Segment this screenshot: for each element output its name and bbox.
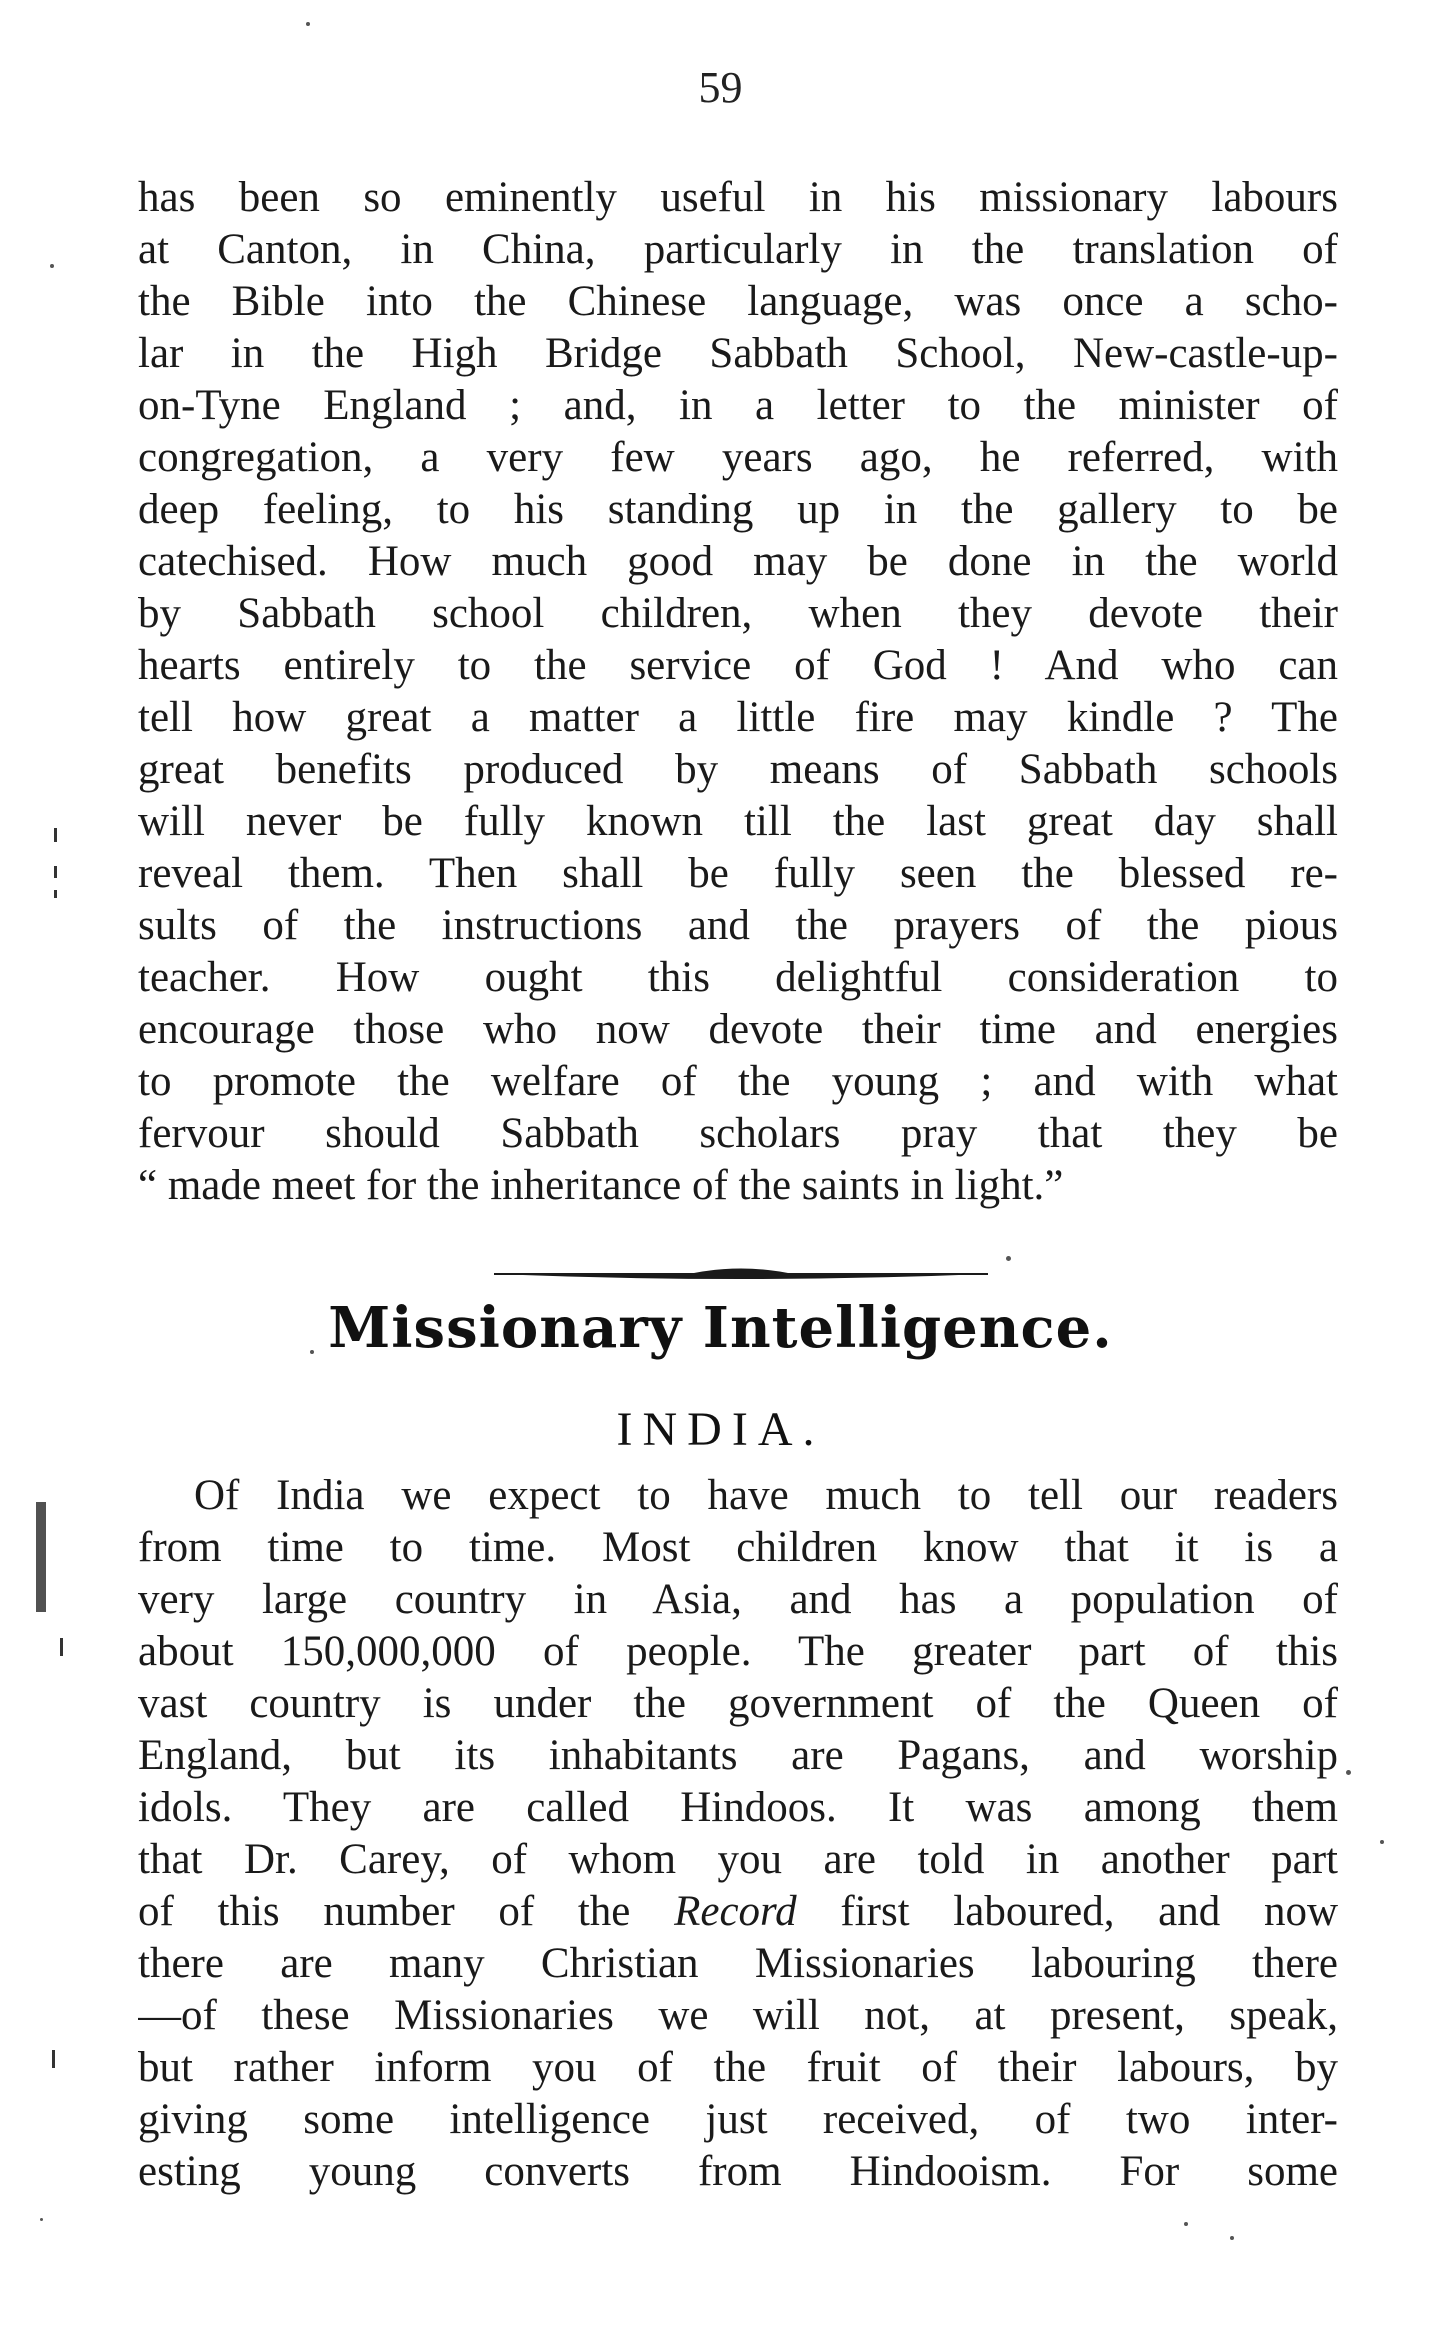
text-line: catechised. How much good may be done in the world xyxy=(138,538,1338,585)
text-line: fervour should Sabbath scholars pray that they be xyxy=(138,1110,1338,1157)
scan-speck xyxy=(40,2218,43,2221)
ornamental-divider xyxy=(494,1262,988,1286)
scan-speck xyxy=(1230,2236,1234,2240)
text-line: but rather inform you of the fruit of their labours, by xyxy=(138,2044,1338,2091)
scan-speck xyxy=(1346,1770,1351,1775)
margin-mark xyxy=(54,866,57,878)
text-line: hearts entirely to the service of God ! And who can xyxy=(138,642,1338,689)
text-line: will never be fully known till the last great day shall xyxy=(138,798,1338,845)
text-line: “ made meet for the inheritance of the saints in light.” xyxy=(138,1162,1064,1209)
paragraph-india xyxy=(138,1470,1338,2198)
margin-mark xyxy=(36,1502,46,1612)
text-line: to promote the welfare of the young ; and with what xyxy=(138,1058,1338,1105)
scan-speck xyxy=(306,22,310,26)
text-line: at Canton, in China, particularly in the translation of xyxy=(138,226,1338,273)
text-line: lar in the High Bridge Sabbath School, New-castle-up- xyxy=(138,330,1338,377)
text-line: —of these Missionaries we will not, at present, speak, xyxy=(138,1992,1338,2039)
text-line: by Sabbath school children, when they devote their xyxy=(138,590,1338,637)
text-line: that Dr. Carey, of whom you are told in another part xyxy=(138,1836,1338,1883)
text-line: deep feeling, to his standing up in the gallery to be xyxy=(138,486,1338,533)
section-title: Missionary Intelligence. xyxy=(328,1295,1113,1361)
text-line: tell how great a matter a little fire may kindle ? The xyxy=(138,694,1338,741)
text-line: great benefits produced by means of Sabbath schools xyxy=(138,746,1338,793)
text-line: teacher. How ought this delightful consideration to xyxy=(138,954,1338,1001)
paragraph-sabbath-schools xyxy=(138,172,1338,1212)
text-segment: first laboured, and now xyxy=(840,1888,1338,1935)
scan-speck xyxy=(310,1350,314,1354)
scan-speck xyxy=(50,264,54,268)
text-line: from time to time. Most children know that it is a xyxy=(138,1524,1338,1571)
text-line: there are many Christian Missionaries labouring there xyxy=(138,1940,1338,1987)
text-line: about 150,000,000 of people. The greater part of this xyxy=(138,1628,1338,1675)
margin-mark xyxy=(54,828,57,842)
text-line: esting young converts from Hindooism. For some xyxy=(138,2148,1338,2195)
page-number: 59 xyxy=(698,63,743,112)
scan-speck xyxy=(1184,2222,1188,2226)
scan-speck xyxy=(1380,1840,1384,1844)
text-line-with-italic xyxy=(138,1886,1338,1938)
text-segment: of this number of the xyxy=(138,1888,631,1935)
text-line: congregation, a very few years ago, he referred, with xyxy=(138,434,1338,481)
record-title-italic: Record xyxy=(674,1888,797,1935)
text-line: very large country in Asia, and has a population of xyxy=(138,1576,1338,1623)
text-line: England, but its inhabitants are Pagans, and worship xyxy=(138,1732,1338,1779)
text-line: idols. They are called Hindoos. It was among them xyxy=(138,1784,1338,1831)
text-line: on-Tyne England ; and, in a letter to the minister of xyxy=(138,382,1338,429)
text-line: has been so eminently useful in his missionary labours xyxy=(138,174,1338,221)
text-line: Of India we expect to have much to tell our readers xyxy=(194,1472,1338,1519)
text-line: the Bible into the Chinese language, was once a scho- xyxy=(138,278,1338,325)
margin-mark xyxy=(54,890,57,898)
margin-mark xyxy=(52,2050,55,2068)
text-line: encourage those who now devote their time and energies xyxy=(138,1006,1338,1053)
text-line: reveal them. Then shall be fully seen the blessed re- xyxy=(138,850,1338,897)
scan-speck xyxy=(1006,1256,1011,1261)
text-line: sults of the instructions and the prayers of the pious xyxy=(138,902,1338,949)
text-line: vast country is under the government of the Queen of xyxy=(138,1680,1338,1727)
text-line: giving some intelligence just received, of two inter- xyxy=(138,2096,1338,2143)
margin-mark xyxy=(60,1638,63,1656)
subsection-title: INDIA. xyxy=(616,1403,825,1456)
